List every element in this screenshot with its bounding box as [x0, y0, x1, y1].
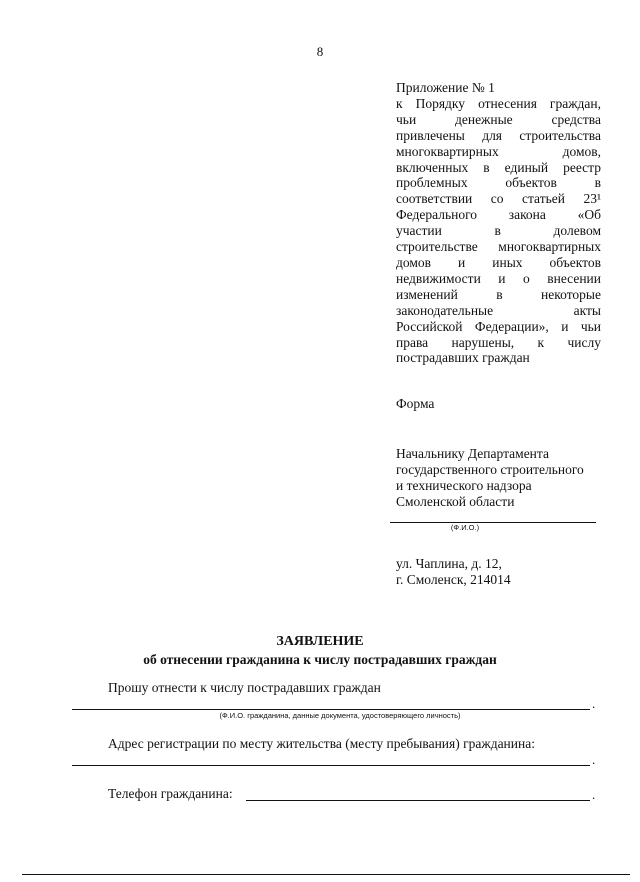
appendix-line: недвижимости и о внесении — [396, 270, 601, 286]
line-end-dot: . — [592, 752, 596, 767]
registration-label: Адрес регистрации по месту жительства (месту пребывания) гражданина: — [108, 736, 535, 751]
appendix-line: проблемных объектов в — [396, 175, 601, 191]
appendix-line: включенных в единый реестр — [396, 159, 601, 175]
appendix-line: Федерального закона «Об — [396, 207, 601, 223]
citizen-fio-blank-line — [72, 709, 590, 710]
appendix-line: к Порядку отнесения граждан, — [396, 95, 601, 111]
appendix-line: изменений в некоторые — [396, 286, 601, 302]
appendix-line: права нарушены, к числу — [396, 334, 601, 350]
statement-subtitle: об отнесении гражданина к числу пострадавших граждан — [143, 652, 497, 667]
citizen-fio-caption: (Ф.И.О. гражданина, данные документа, удостоверяющего личность) — [219, 711, 461, 720]
phone-label: Телефон гражданина: — [108, 786, 233, 801]
page-number: 8 — [316, 44, 324, 59]
address-city: г. Смоленск, 214014 — [396, 572, 511, 587]
address-street: ул. Чаплина, д. 12, — [396, 556, 502, 571]
appendix-line: привлечены для строительства — [396, 127, 601, 143]
appendix-block — [396, 80, 601, 366]
appendix-line: чьи денежные средства — [396, 111, 601, 127]
statement-title: ЗАЯВЛЕНИЕ — [276, 634, 364, 649]
addressee-line: Смоленской области — [396, 494, 515, 509]
fio-caption: (Ф.И.О.) — [450, 523, 480, 532]
appendix-line: пострадавших граждан — [396, 350, 530, 366]
addressee-line: государственного строительного — [396, 462, 584, 477]
address-block — [396, 556, 511, 588]
request-text: Прошу отнести к числу пострадавших граждан — [108, 680, 381, 695]
appendix-line: строительстве многоквартирных — [396, 239, 601, 255]
appendix-line: домов и иных объектов — [396, 254, 601, 270]
appendix-line: многоквартирных домов, — [396, 143, 601, 159]
form-label: Форма — [396, 396, 435, 411]
registration-blank-line — [72, 765, 590, 766]
appendix-line: Российской Федерации», и чьи — [396, 318, 601, 334]
line-end-dot: . — [592, 696, 596, 711]
phone-blank-line — [246, 800, 590, 801]
bottom-rule — [22, 874, 630, 875]
appendix-line: соответствии со статьей 23¹ — [396, 191, 601, 207]
addressee-line: и технического надзора — [396, 478, 532, 493]
addressee-line: Начальнику Департамента — [396, 446, 549, 461]
addressee-block — [396, 446, 611, 510]
appendix-line: участии в долевом — [396, 223, 601, 239]
appendix-title: Приложение № 1 — [396, 80, 495, 95]
appendix-line: законодательные акты — [396, 302, 601, 318]
line-end-dot: . — [592, 787, 596, 802]
